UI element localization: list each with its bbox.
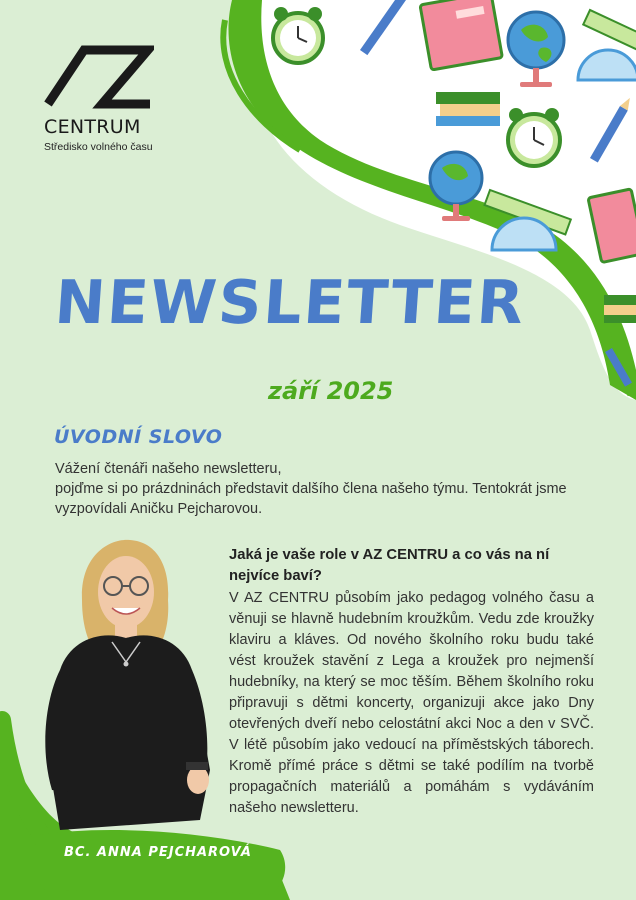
intro-text [55,459,575,519]
intro-line-2: pojďme si po prázdninách představit dalšího člena našeho týmu. Tentokrát jsme vyzpovídali Aničku Pejcharovou. [55,481,567,517]
book-stack-icon [436,92,500,126]
az-logo-mark [44,44,154,116]
person-name-label: BC. ANNA PEJCHAROVÁ [64,845,252,860]
interview-question: Jaká je vaše role v AZ CENTRU a co vás na ní nejvíce baví? [229,547,550,584]
intro-heading: ÚVODNÍ SLOVO [54,426,223,448]
book-stack-icon [604,295,636,323]
logo-wordmark: CENTRUM [44,116,141,138]
az-centrum-logo [44,44,164,153]
alarm-clock-icon [508,108,560,166]
logo-subtitle: Středisko volného času [44,141,153,153]
intro-line-1: Vážení čtenáři našeho newsletteru, [55,461,282,477]
newsletter-title: NEWSLETTER [52,268,528,338]
issue-date: září 2025 [268,377,394,405]
notebook-icon [420,0,502,70]
alarm-clock-icon [273,7,323,63]
interview-answer: V AZ CENTRU působím jako pedagog volného času a věnuji se hlavně hudebním kroužkům. Vedu zde kroužky klaviru a kláves. Od nového školního roku budu také vést kroužek stavění z Lega a kroužek pro nejmenší hudebníky, na který se moc těším. Během školního roku připravuji s dětmi koncerty, organizuji akce jako Dny otevřených dveří nebo celostátní akci Noc a den v SVČ. V létě působím jako vedoucí na příměstských táborech. Kromě přímé práce s dětmi se také podílím na tvorbě propagačních materiálů a pomáhám s vydáváním našeho newsletteru. [229,590,594,816]
